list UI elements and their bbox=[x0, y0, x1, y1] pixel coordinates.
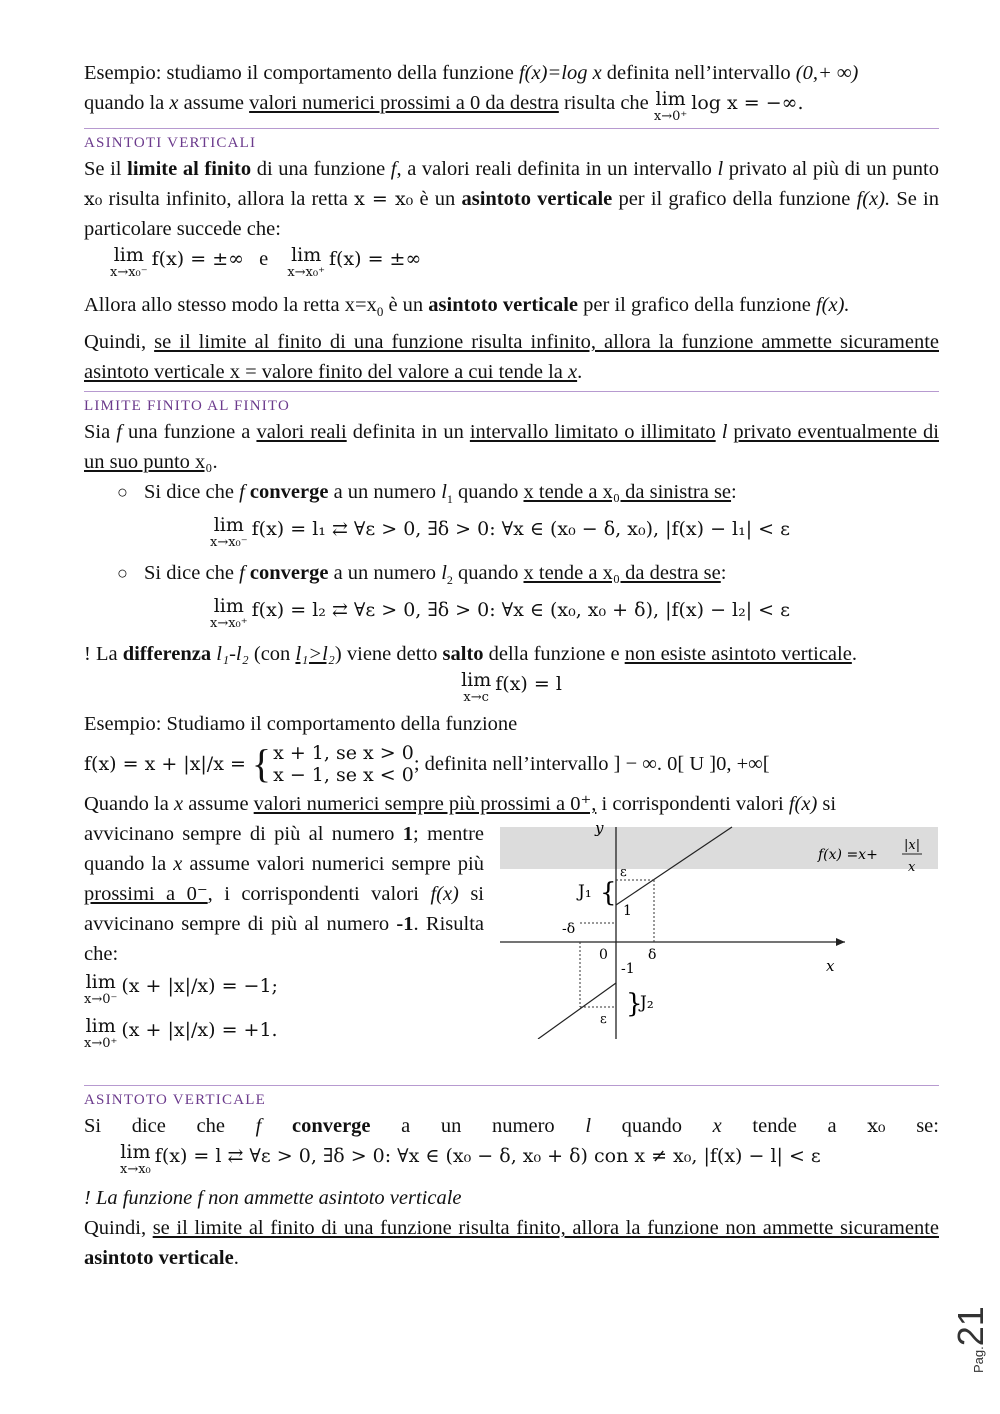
limit-expression bbox=[654, 88, 687, 124]
limit-expression: lim x→x₀⁻ bbox=[210, 514, 248, 551]
lim-word: lim bbox=[655, 88, 686, 110]
limit-expression: lim x→x₀ bbox=[120, 1141, 151, 1178]
paragraph: Si dice che f converge a un numero l quando x tende a x₀ se: bbox=[84, 1115, 939, 1138]
page-prefix: Pag. bbox=[971, 1346, 986, 1373]
limit-expression: lim x→0⁻ bbox=[84, 971, 118, 1008]
epsilon-label: ε bbox=[620, 865, 627, 881]
paragraph: Allora allo stesso modo la retta $x=x_0$ è un asintoto verticale per il grafico della funzione f(x). bbox=[84, 294, 850, 320]
paragraph: Quindi, se il limite al finito di una funzione risulta infinito, allora la funzione ammette sicuramente asintoto verticale x = valore finito del valore a cui tende la x. bbox=[84, 331, 939, 384]
brace-icon: { bbox=[251, 741, 272, 787]
j1-label: J₁ bbox=[578, 882, 592, 903]
minus-one-label: -1 bbox=[621, 961, 635, 978]
page-number-value: 21 bbox=[950, 1306, 991, 1347]
j2-label: J₂ bbox=[640, 993, 654, 1014]
x-axis-arrow-icon bbox=[836, 938, 845, 946]
text: risulta che bbox=[558, 92, 654, 114]
intro-paragraph bbox=[84, 58, 939, 124]
interval-text: ; definita nell’intervallo ] − ∞. 0[ U ]0, +∞[ bbox=[413, 753, 770, 776]
note-line: ! La funzione f non ammette asintoto verticale bbox=[84, 1187, 462, 1210]
lim-subscript: x→0⁺ bbox=[653, 109, 688, 124]
delta-label: δ bbox=[648, 947, 657, 964]
bullet-icon: ○ bbox=[117, 482, 128, 503]
text: assume bbox=[178, 92, 250, 114]
paragraph: Sia f una funzione a valori reali definita in un intervallo limitato o illimitato l privato eventualmente di un suo punto x₀. bbox=[84, 421, 940, 474]
paragraph: avvicinano sempre di più al numero 1; mentre quando la x assume valori numerici sempre più prossimi a 0⁻, i corrispondenti valori f(x) si avvicinano sempre di più al numero -1. Risulta che: bbox=[84, 823, 484, 966]
function-label-denominator: x bbox=[908, 860, 916, 876]
x-axis-label: x bbox=[826, 957, 835, 976]
branch-left bbox=[538, 983, 616, 1039]
formula-line: lim x→x₀⁻ f(x) = l₁ ⇄ ∀ε > 0, ∃δ > 0: ∀x ∈ (x₀ − δ, x₀), |f(x) − l₁| < ε bbox=[210, 514, 790, 551]
document-page bbox=[84, 58, 939, 1273]
limit-expression: lim x→c bbox=[461, 669, 492, 706]
function-lhs: f(x) = x + |x|/x = bbox=[84, 753, 246, 776]
function-text: f(x)=log x bbox=[518, 62, 602, 84]
underlined-text: se il limite al finito di una funzione risulta finito, allora la funzione non ammette sicuramente bbox=[152, 1217, 939, 1240]
section-heading: LIMITE FINITO AL FINITO bbox=[84, 391, 939, 417]
limit-expression: lim x→x₀⁻ bbox=[110, 244, 148, 280]
text: definita nell’intervallo bbox=[601, 62, 796, 84]
example-block bbox=[84, 819, 939, 1079]
limit-expression: lim x→x₀⁺ bbox=[210, 595, 248, 632]
note-line: ! La differenza l₁-l₂ (con l₁>l₂) viene detto salto della funzione e non esiste asintoto verticale. bbox=[84, 643, 857, 666]
formula-line: lim x→0⁻ (x + |x|/x) = −1; bbox=[84, 971, 278, 1008]
limit-expression: lim x→x₀⁺ bbox=[287, 244, 325, 280]
text: Esempio: studiamo il comportamento della funzione bbox=[84, 62, 519, 84]
interval-text: (0,+ ∞) bbox=[795, 62, 859, 84]
paragraph: Quando la x assume valori numerici sempre più prossimi a 0⁺, i corrispondenti valori f(x) si bbox=[84, 793, 837, 816]
list-item: ○ Si dice che f converge a un numero $l_2$ quando x tende a x₀ da destra se: bbox=[84, 558, 939, 595]
limit-body: log x = −∞. bbox=[691, 92, 804, 114]
brace-icon: } bbox=[626, 989, 643, 1020]
example-title: Esempio: Studiamo il comportamento della funzione bbox=[84, 713, 518, 736]
page-number bbox=[948, 1285, 991, 1375]
list-item: ○ Si dice che f converge a un numero $l_1$ quando x tende a x₀ da sinistra se: bbox=[84, 477, 939, 514]
one-label: 1 bbox=[623, 903, 632, 920]
function-label-numerator: |x| bbox=[904, 838, 921, 854]
brace-icon: { bbox=[600, 878, 617, 909]
formula-line: lim x→0⁺ (x + |x|/x) = +1. bbox=[84, 1015, 278, 1052]
formula-line: lim x→x₀⁻ f(x) = ±∞ e lim x→x₀⁺ f(x) = ±∞ bbox=[110, 244, 422, 280]
origin-label: 0 bbox=[599, 947, 608, 964]
piecewise-function bbox=[84, 739, 939, 789]
epsilon-label: ε bbox=[600, 1012, 607, 1028]
text: quando la bbox=[84, 92, 170, 114]
y-axis-label: y bbox=[595, 819, 604, 838]
bold-text: asintoto verticale bbox=[461, 188, 613, 210]
function-graph bbox=[500, 819, 940, 1039]
formula-line: lim x→x₀⁺ f(x) = l₂ ⇄ ∀ε > 0, ∃δ > 0: ∀x ∈ (x₀, x₀ + δ), |f(x) − l₂| < ε bbox=[210, 595, 790, 632]
cases: x + 1, se x > 0 x − 1, se x < 0 bbox=[273, 742, 414, 787]
formula-line: lim x→x₀ f(x) = l ⇄ ∀ε > 0, ∃δ > 0: ∀x ∈ (x₀ − δ, x₀ + δ) con x ≠ x₀, |f(x) − l| < ε bbox=[120, 1141, 821, 1178]
paragraph: Quindi, se il limite al finito di una funzione risulta finito, allora la funzione non ammette sicuramente asintoto verticale. bbox=[84, 1217, 939, 1270]
bold-text: limite al finito bbox=[127, 158, 252, 180]
underlined-text: valori numerici prossimi a 0 da destra bbox=[249, 92, 559, 114]
limit-expression: lim x→0⁺ bbox=[84, 1015, 118, 1052]
section-heading: ASINTOTI VERTICALI bbox=[84, 128, 939, 154]
function-label: f(x) =x+ bbox=[818, 847, 878, 864]
formula-line: lim x→c f(x) = l bbox=[461, 669, 562, 706]
minus-delta-label: -δ bbox=[562, 921, 576, 938]
paragraph: Se il limite al finito di una funzione f, a valori reali definita in un intervallo l privato al più di un punto x₀ risulta infinito, allora la retta x = x₀ è un asintoto verticale per il grafico della funzione f(x). Se in particolare succede che: bbox=[84, 158, 940, 240]
bullet-icon: ○ bbox=[117, 563, 128, 584]
underlined-text: se il limite al finito di una funzione risulta infinito, allora la funzione ammette sicuramente asintoto verticale x = valore finito del valore a cui tende la bbox=[84, 331, 939, 384]
variable: x bbox=[169, 92, 179, 114]
section-heading: ASINTOTO VERTICALE bbox=[84, 1085, 939, 1111]
